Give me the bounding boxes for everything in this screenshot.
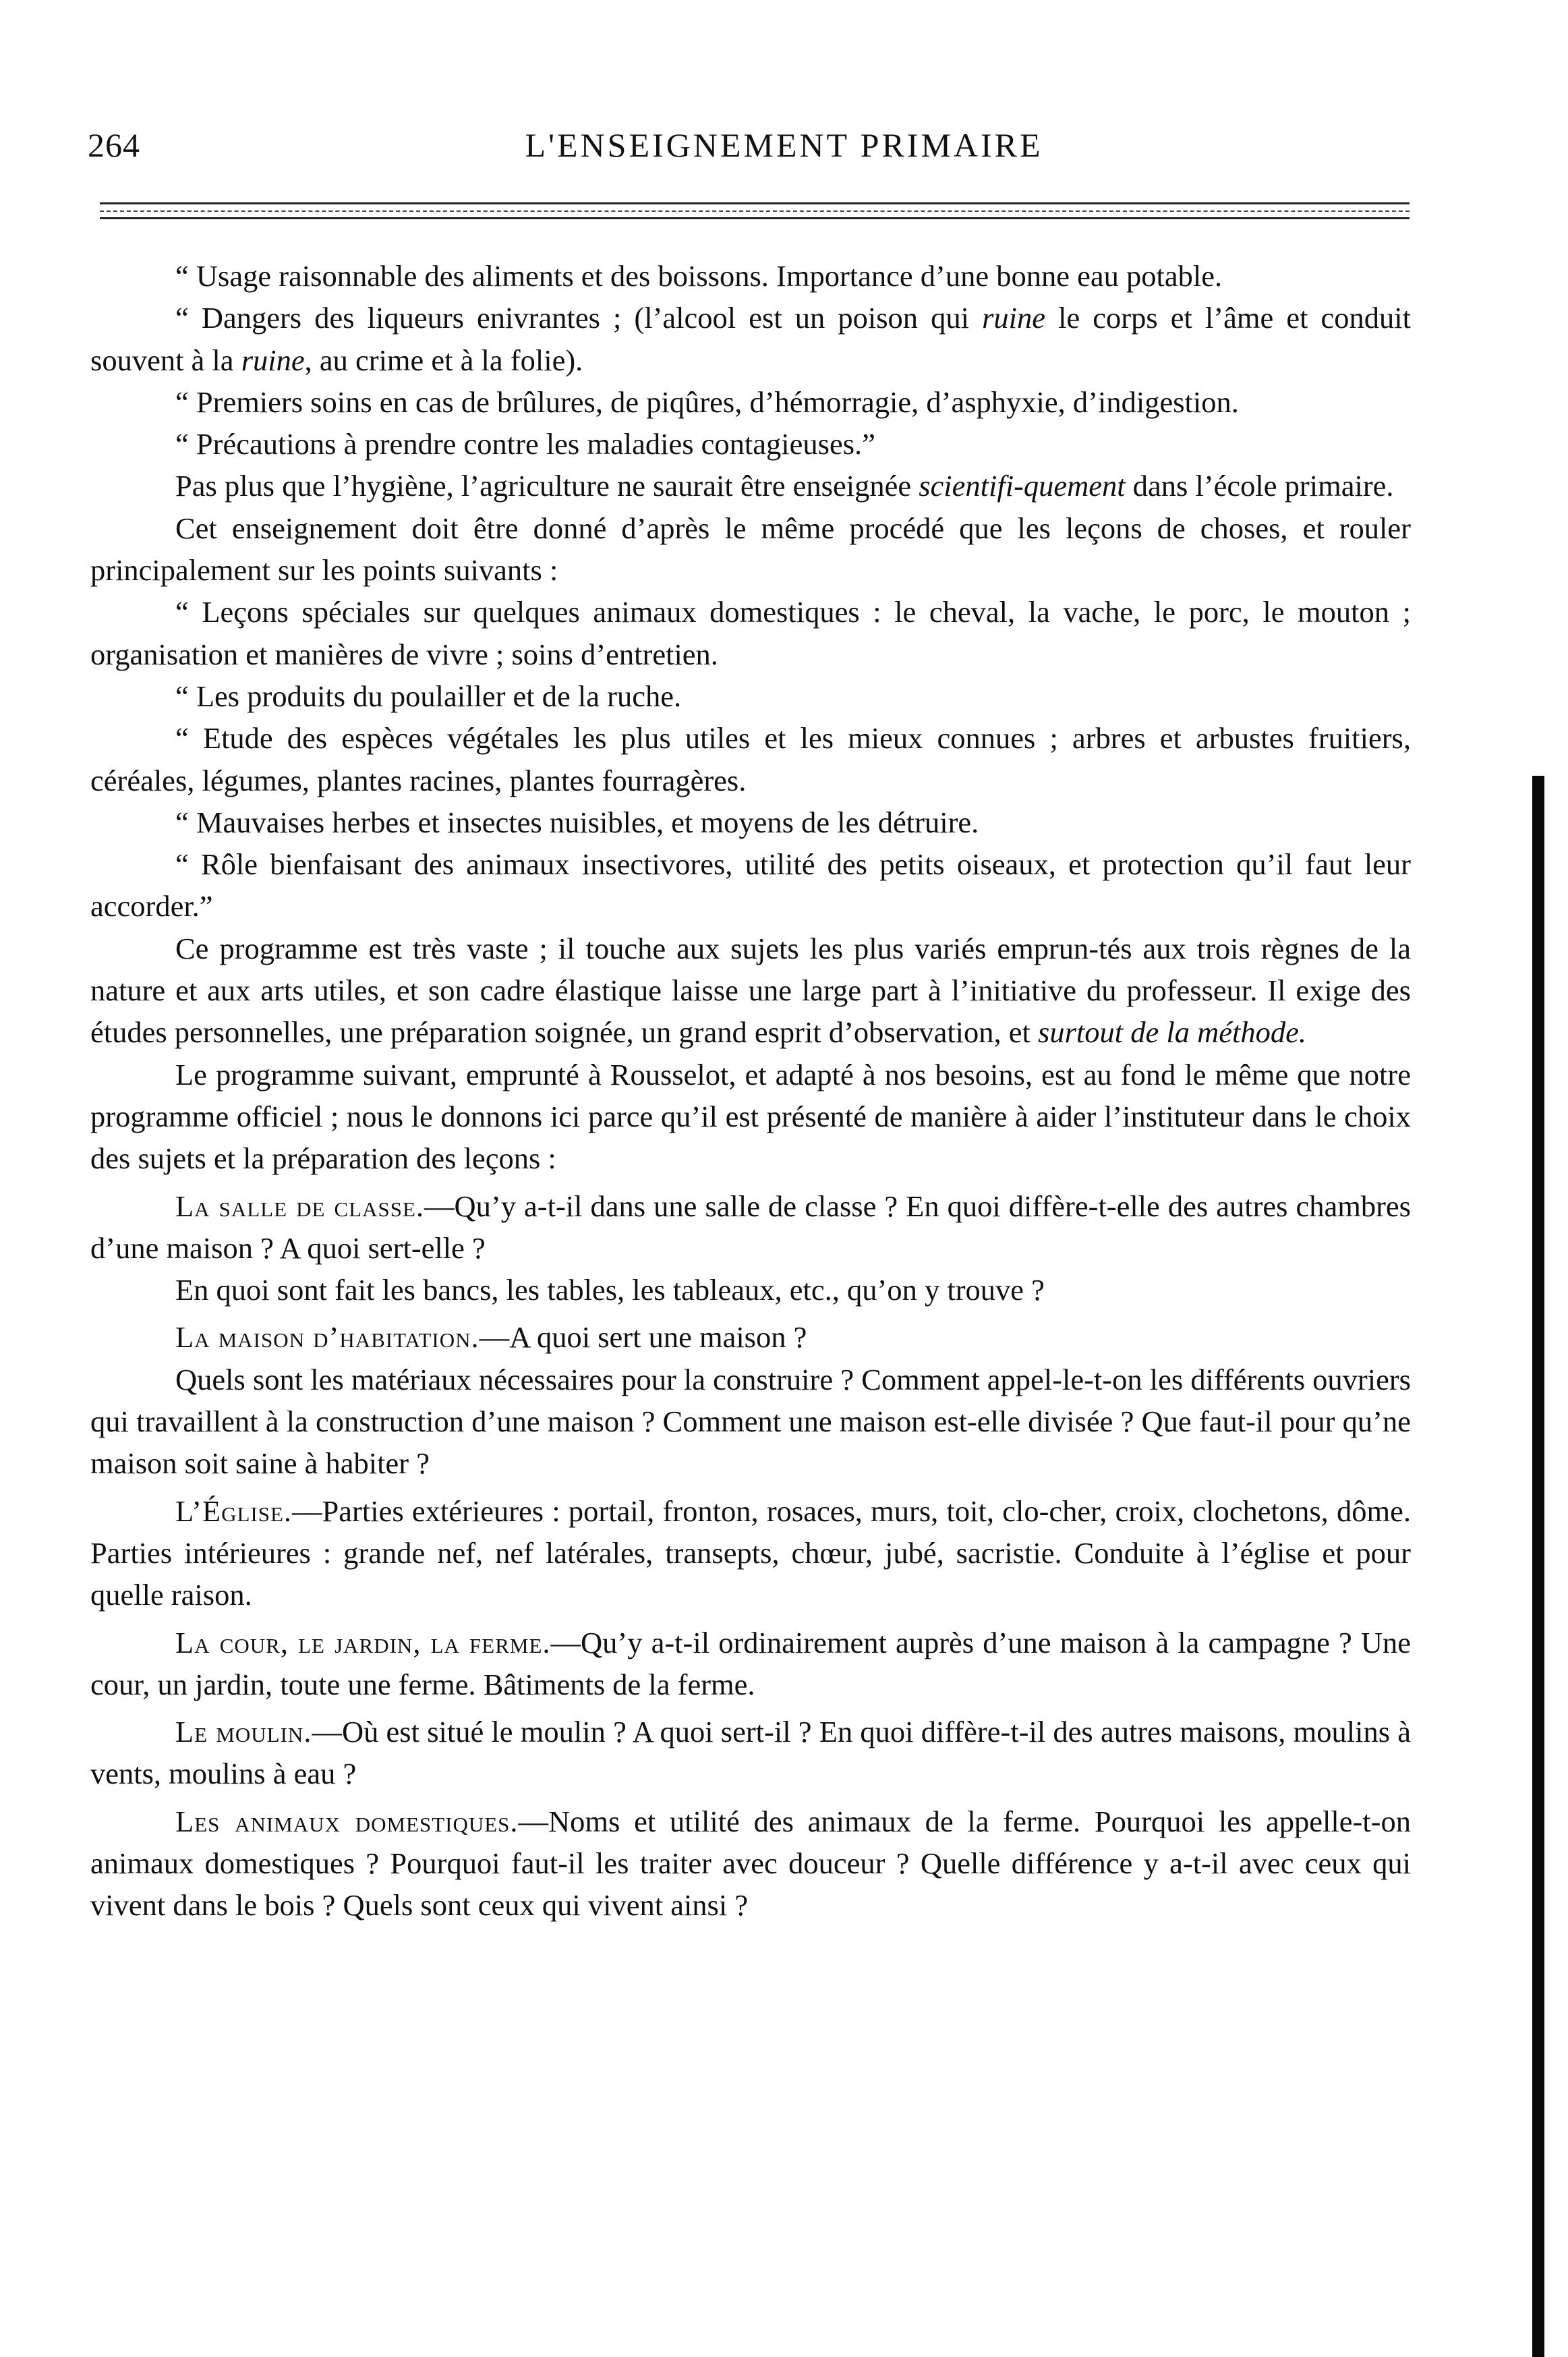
paragraph: “ Mauvaises herbes et insectes nuisibles, et moyens de les détruire. <box>175 805 979 839</box>
section-paragraph <box>90 1622 1411 1706</box>
text-run: —Où est situé le moulin ? A quoi sert-il ? En quoi diffère-t-il des autres maisons, moulins à vents, moulins à eau ? <box>90 1715 1411 1791</box>
section-paragraph <box>90 1185 1411 1270</box>
text-run: Pas plus que l’hygiène, l’agriculture ne saurait être enseignée <box>175 469 919 503</box>
paragraph: En quoi sont fait les bancs, les tables, les tableaux, etc., qu’on y trouve ? <box>175 1273 1045 1307</box>
section-heading: Le moulin. <box>175 1715 312 1749</box>
paragraph <box>90 297 1411 381</box>
text-run: —Qu’y a-t-il ordinairement auprès d’une maison à la campagne ? Une cour, un jardin, toute une ferme. Bâtiments de la ferme. <box>90 1625 1411 1701</box>
italic-text: ruine <box>241 343 305 377</box>
paragraph <box>90 928 1411 1054</box>
running-title: L'ENSEIGNEMENT PRIMAIRE <box>525 126 1043 164</box>
paragraph: “ Leçons spéciales sur quelques animaux domestiques : le cheval, la vache, le porc, le mouton ; organisation et manières de vivre ; soins d’entretien. <box>90 595 1411 671</box>
section-paragraph <box>90 1711 1411 1795</box>
text-run: “ Dangers des liqueurs enivrantes ; (l’alcool est un poison qui <box>175 301 983 335</box>
italic-text: surtout de la méthode. <box>1038 1015 1307 1050</box>
scan-edge-bar <box>1532 776 1544 2357</box>
header-rule <box>100 217 1410 219</box>
text-run: —A quoi sert une maison ? <box>479 1320 807 1355</box>
paragraph: “ Les produits du poulailler et de la ruche. <box>175 679 682 713</box>
body-text <box>90 255 1411 1927</box>
section-heading: L’Église. <box>175 1494 293 1528</box>
paragraph: Quels sont les matériaux nécessaires pour la construire ? Comment appel-le-t-on les différents ouvriers qui travaillent à la construction d’une maison ? Comment une maison est-elle divisée ? Que faut-il pour qu’ne maison soit saine à habiter ? <box>90 1362 1411 1481</box>
paragraph: “ Premiers soins en cas de brûlures, de piqûres, d’hémorragie, d’asphyxie, d’indigestion. <box>175 385 1239 419</box>
section-heading: Les animaux domestiques. <box>175 1804 519 1838</box>
section-heading: La cour, le jardin, la ferme. <box>175 1625 551 1659</box>
section-heading: La maison d’habitation. <box>175 1320 480 1355</box>
paragraph: “ Etude des espèces végétales les plus utiles et les mieux connues ; arbres et arbustes fruitiers, céréales, légumes, plantes racines, plantes fourragères. <box>90 721 1411 797</box>
text-run: le corps et l’âme et conduit souvent à la <box>90 301 1411 377</box>
text-run: Ce programme est très vaste ; il touche aux sujets les plus variés emprun-tés aux trois règnes de la nature et aux arts utiles, et son cadre élastique laisse une large part à l’initiative du professeur. Il exige des études personnelles, une préparation soignée, un grand esprit d’observation, et <box>90 931 1411 1050</box>
paragraph: “ Précautions à prendre contre les maladies contagieuses.” <box>175 427 875 461</box>
text-run: —Qu’y a-t-il dans une salle de classe ? En quoi diffère-t-elle des autres chambres d’une maison ? A quoi sert-elle ? <box>90 1189 1412 1265</box>
italic-text: ruine <box>982 301 1045 335</box>
text-run: dans l’école primaire. <box>1125 469 1394 503</box>
text-run: —Parties extérieures : portail, fronton, rosaces, murs, toit, clo-cher, croix, clochetons, dôme. Parties intérieures : grande nef, nef latérales, transepts, chœur, jubé, sacristie. Conduite à l’église et pour quelle raison. <box>90 1494 1411 1612</box>
text-run: , au crime et à la folie). <box>304 343 583 377</box>
section-paragraph <box>90 1316 1411 1358</box>
section-paragraph <box>90 1490 1411 1616</box>
header-rule <box>100 210 1410 212</box>
section-heading: La salle de classe. <box>175 1189 425 1223</box>
paragraph: Le programme suivant, emprunté à Rousselot, et adapté à nos besoins, est au fond le même que notre programme officiel ; nous le donnons ici parce qu’il est présenté de manière à aider l’instituteur dans le choix des sujets et la préparation des leçons : <box>90 1057 1411 1176</box>
paragraph: “ Usage raisonnable des aliments et des boissons. Importance d’une bonne eau potable. <box>175 259 1223 293</box>
paragraph: Cet enseignement doit être donné d’après le même procédé que les leçons de choses, et rouler principalement sur les points suivants : <box>90 511 1411 588</box>
paragraph <box>90 465 1411 507</box>
page-number: 264 <box>88 126 140 164</box>
paragraph: “ Rôle bienfaisant des animaux insectivores, utilité des petits oiseaux, et protection qu’il faut leur accorder.” <box>90 847 1411 924</box>
section-paragraph <box>90 1800 1411 1927</box>
header-rule <box>100 202 1410 204</box>
text-run: —Noms et utilité des animaux de la ferme. Pourquoi les appelle-t-on animaux domestiques ? Pourquoi faut-il les traiter avec douceur ? Quelle différence y a-t-il avec ceux qui vivent dans le bois ? Quels sont ceux qui vivent ainsi ? <box>90 1804 1411 1923</box>
italic-text: scientifi-quement <box>919 469 1126 503</box>
